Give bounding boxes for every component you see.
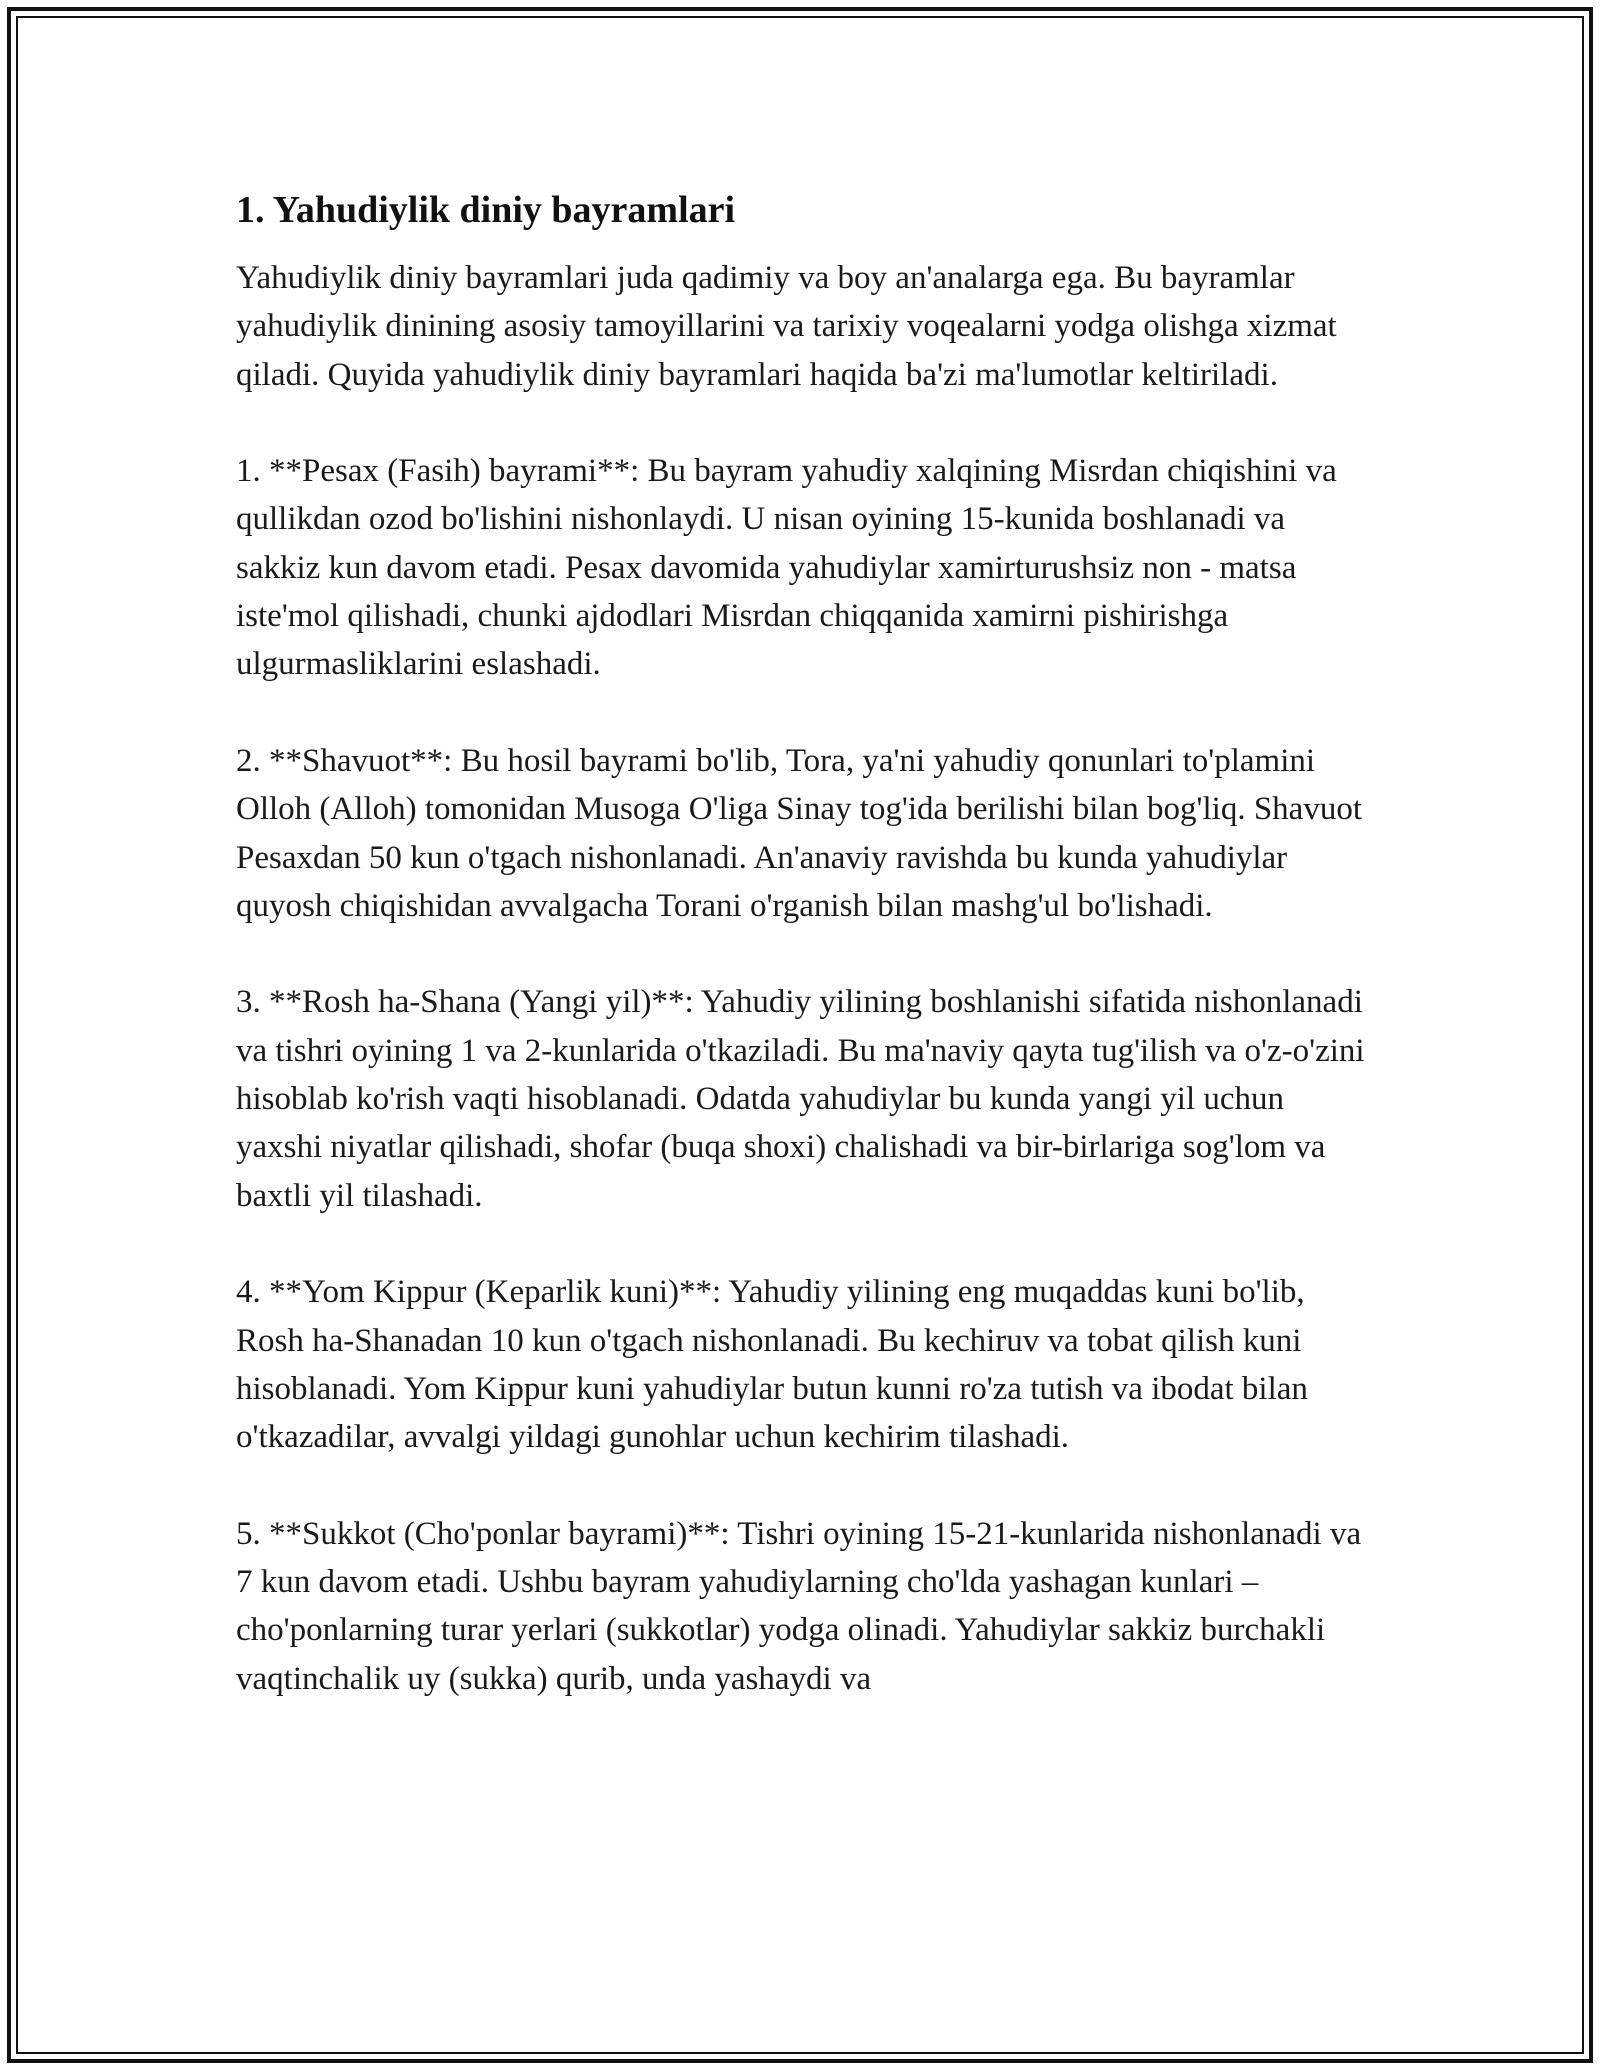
document-title: 1. Yahudiylik diniy bayramlari <box>236 189 736 231</box>
holiday-item-sukkot: 5. **Sukkot (Cho'ponlar bayrami)**: Tishri oyining 15-21-kunlarida nishonlanadi va 7 kun davom etadi. Ushbu bayram yahudiylarning cho'lda yashagan kunlari – cho'ponlarning turar yerlari (sukkotlar) yodga olinadi. Yahudiylar sakkiz burchakli vaqtinchalik uy (sukka) qurib, unda yashaydi va <box>236 1515 1362 1697</box>
holiday-item-shavuot: 2. **Shavuot**: Bu hosil bayrami bo'lib, Tora, ya'ni yahudiy qonunlari to'plamini Olloh (Alloh) tomonidan Musoga O'liga Sinay tog'ida berilishi bilan bog'liq. Shavuot Pesaxdan 50 kun o'tgach nishonlanadi. An'anaviy ravishda bu kunda yahudiylar quyosh chiqishidan avvalgacha Torani o'rganish bilan mashg'ul bo'lishadi. <box>236 742 1362 924</box>
intro-paragraph: Yahudiylik diniy bayramlari juda qadimiy va boy an'analarga ega. Bu bayramlar yahudiylik dinining asosiy tamoyillarini va tarixiy voqealarni yodga olishga xizmat qiladi. Quyida yahudiylik diniy bayramlari haqida ba'zi ma'lumotlar keltiriladi. <box>236 260 1337 393</box>
holiday-item-rosh-ha-shana: 3. **Rosh ha-Shana (Yangi yil)**: Yahudiy yilining boshlanishi sifatida nishonlanadi va tishri oyining 1 va 2-kunlarida o'tkaziladi. Bu ma'naviy qayta tug'ilish va o'z-o'zini hisoblab ko'rish vaqti hisoblanadi. Odatda yahudiylar bu kunda yangi yil uchun yaxshi niyatlar qilishadi, shofar (buqa shoxi) chalishadi va bir-birlariga sog'lom va baxtli yil tilashadi. <box>236 984 1365 1214</box>
holiday-item-pesax: 1. **Pesax (Fasih) bayrami**: Bu bayram yahudiy xalqining Misrdan chiqishini va qullikdan ozod bo'lishini nishonlaydi. U nisan oyining 15-kunida boshlanadi va sakkiz kun davom etadi. Pesax davomida yahudiylar xamirturushsiz non - matsa iste'mol qilishadi, chunki ajdodlari Misrdan chiqqanida xamirni pishirishga ulgurmasliklarini eslashadi. <box>236 453 1337 683</box>
document-body <box>236 186 1376 1703</box>
holiday-item-yom-kippur: 4. **Yom Kippur (Keparlik kuni)**: Yahudiy yilining eng muqaddas kuni bo'lib, Rosh ha-Shanadan 10 kun o'tgach nishonlanadi. Bu kechiruv va tobat qilish kuni hisoblanadi. Yom Kippur kuni yahudiylar butun kunni ro'za tutish va ibodat bilan o'tkazadilar, avvalgi yildagi gunohlar uchun kechirim tilashadi. <box>236 1274 1308 1456</box>
